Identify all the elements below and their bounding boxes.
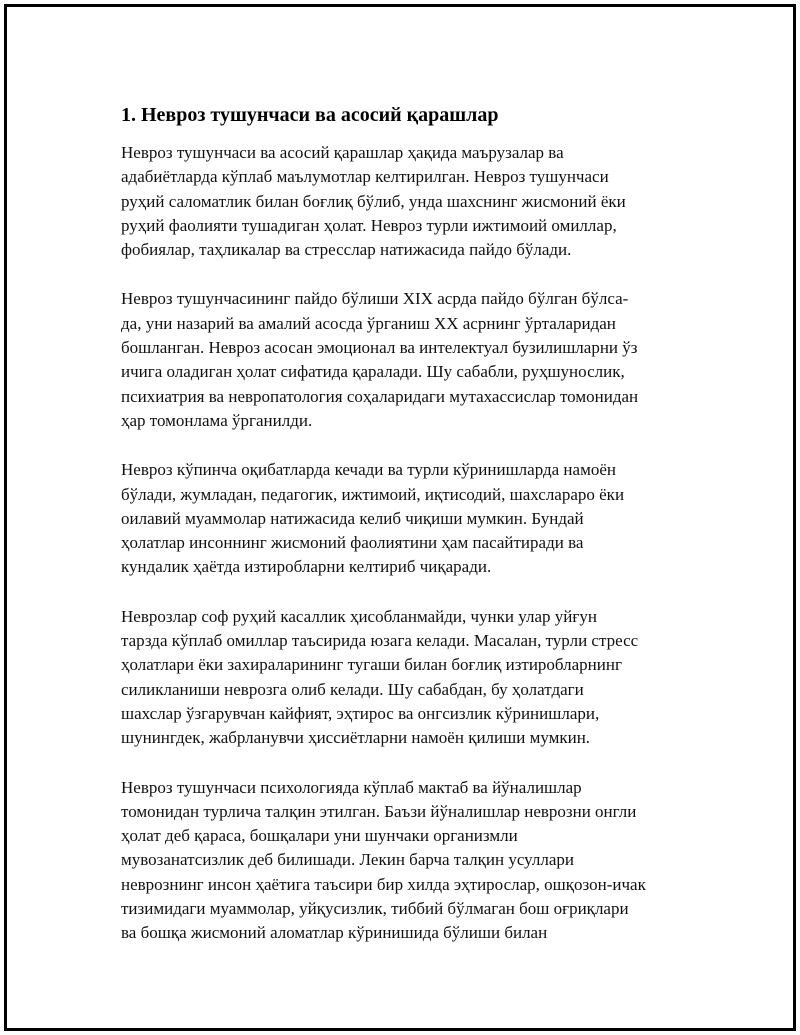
text-line: Невроз тушунчасининг пайдо бўлиши XIX асрда пайдо бўлган бўлса-: [121, 289, 629, 309]
paragraph-3: [121, 458, 681, 579]
text-line: да, уни назарий ва амалий асосда ўрганиш XX асрнинг ўрталаридан: [121, 313, 616, 333]
paragraph-4: [121, 605, 681, 751]
text-line: Невроз тушунчаси ва асосий қарашлар ҳақида маърузалар ва: [121, 143, 564, 162]
text-line: психиатрия ва невропатология соҳаларидаги мутахассислар томонидан: [121, 386, 639, 406]
text-line: ҳолатлар инсоннинг жисмоний фаолиятини ҳам пасайтиради ва: [121, 533, 584, 553]
text-line: адабиётларда кўплаб маълумотлар келтирилган. Невроз тушунчаси: [121, 167, 609, 187]
document-body: [121, 101, 681, 971]
text-line: руҳий саломатлик билан боғлиқ бўлиб, унда шахснинг жисмоний ёки: [121, 191, 626, 211]
text-line: неврознинг инсон ҳаётига таъсири бир хилда эҳтирослар, ошқозон-ичак: [121, 874, 646, 894]
text-line: силикланиши неврозга олиб келади. Шу сабабдан, бу ҳолатдаги: [121, 679, 584, 699]
text-line: кундалик ҳаётда изтиробларни келтириб чиқаради.: [121, 557, 492, 577]
text-line: бошланган. Невроз асосан эмоционал ва интелектуал бузилишларни ўз: [121, 338, 638, 358]
text-line: бўлади, жумладан, педагогик, ижтимоий, иқтисодий, шахсларaро ёки: [121, 484, 625, 504]
page-frame: [4, 4, 796, 1031]
text-line: Неврозлар соф руҳий касаллик ҳисобланмайди, чунки улар уйғун: [121, 606, 597, 626]
text-line: мувозанатсизлик деб билишади. Лекин барча талқин усуллари: [121, 850, 575, 870]
text-line: ҳар томонлама ўрганилди.: [121, 410, 313, 430]
paragraph-5: [121, 776, 681, 946]
paragraph-2: [121, 287, 681, 433]
text-line: Невроз кўпинча оқибатларда кечади ва турли кўринишларда намоён: [121, 460, 616, 480]
text-line: фобиялар, таҳликалар ва стресслар натижасида пайдо бўлади.: [121, 240, 572, 260]
text-line: шунингдек, жабрланувчи ҳиссиётларни намоён қилиши мумкин.: [121, 728, 591, 748]
text-line: ичига оладиган ҳолат сифатида қаралади. Шу сабабли, руҳшунослик,: [121, 362, 625, 382]
paragraph-1: [121, 141, 681, 262]
text-line: ҳолат деб қараса, бошқалари уни шунчаки организмли: [121, 826, 518, 846]
text-line: оилавий муаммолар натижасида келиб чиқиши мумкин. Бундай: [121, 508, 584, 528]
text-line: томонидан турлича талқин этилган. Баъзи йўналишлар неврозни онгли: [121, 801, 637, 821]
text-line: Невроз тушунчаси психологияда кўплаб мактаб ва йўналишлар: [121, 777, 582, 797]
text-line: тизимидаги муаммолар, уйқусизлик, тиббий бўлмаган бош оғриқлари: [121, 899, 629, 919]
text-line: ва бошқа жисмоний аломатлар кўринишида бўлиши билан: [121, 923, 548, 943]
text-line: шахслар ўзгарувчан кайфият, эҳтирос ва онгсизлик кўринишлари,: [121, 703, 600, 723]
text-line: ҳолатлари ёки захираларининг тугаши билан боғлиқ изтиробларнинг: [121, 655, 622, 675]
section-title: 1. Невроз тушунчаси ва асосий қарашлар: [121, 104, 499, 126]
text-line: тарзда кўплаб омиллар таъсирида юзага келади. Масалан, турли стресс: [121, 631, 639, 651]
text-line: руҳий фаолияти тушадиган ҳолат. Невроз турли ижтимоий омиллар,: [121, 215, 617, 235]
